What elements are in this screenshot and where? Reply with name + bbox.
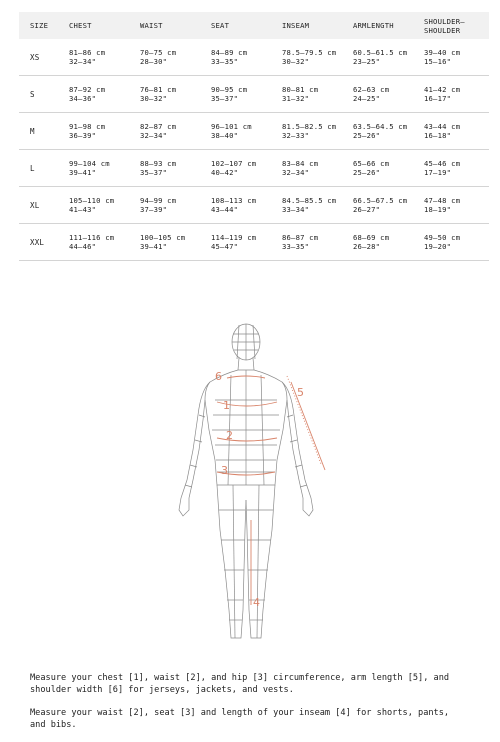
body-measurement-figure <box>165 320 345 650</box>
measurement-inches: 39–41" <box>140 242 168 251</box>
measurement-cell <box>413 187 489 224</box>
size-table <box>19 12 489 261</box>
column-header-label: SEAT <box>211 21 230 30</box>
measurement-cm: 47–48 cm <box>424 196 461 205</box>
measurement-inches: 30–32" <box>282 57 310 66</box>
column-header <box>271 12 342 39</box>
measurement-cm: 78.5–79.5 cm <box>282 48 337 57</box>
measurement-cell <box>58 113 129 150</box>
measurement-cell <box>342 76 413 113</box>
table-row <box>19 39 489 76</box>
measurement-inches: 26–27" <box>353 205 381 214</box>
measurement-cell <box>129 39 200 76</box>
measurement-cell <box>200 150 271 187</box>
measurement-cm: 114–119 cm <box>211 233 257 242</box>
measurement-cm: 108–113 cm <box>211 196 257 205</box>
measurement-cm: 49–50 cm <box>424 233 461 242</box>
measurement-cm: 39–40 cm <box>424 48 461 57</box>
measurement-cell <box>413 76 489 113</box>
measurement-cell <box>129 76 200 113</box>
size-label: XXL <box>19 224 58 261</box>
mannequin-illustration <box>165 320 345 650</box>
marker-4: 4 <box>253 596 260 609</box>
measurement-cm: 60.5–61.5 cm <box>353 48 408 57</box>
measurement-cell <box>342 39 413 76</box>
marker-5: 5 <box>297 386 304 399</box>
measurement-cm: 62–63 cm <box>353 85 390 94</box>
column-header-label: INSEAM <box>282 21 310 30</box>
size-label: L <box>19 150 58 187</box>
measurement-cell <box>129 113 200 150</box>
shorts-instructions: Measure your waist [2], seat [3] and length of your inseam [4] for shorts, pants, and bibs. <box>30 708 450 730</box>
measurement-inches: 35–37" <box>211 94 239 103</box>
size-table-body <box>19 39 489 261</box>
measurement-inches: 44–46" <box>69 242 97 251</box>
measurement-cell <box>413 224 489 261</box>
measurement-cm: 43–44 cm <box>424 122 461 131</box>
measurement-inches: 18–19" <box>424 205 452 214</box>
measurement-cm: 45–46 cm <box>424 159 461 168</box>
measurement-cell <box>58 224 129 261</box>
size-label: XS <box>19 39 58 76</box>
arm-length-offset <box>287 376 321 464</box>
table-row <box>19 224 489 261</box>
measurement-cell <box>413 150 489 187</box>
table-row <box>19 150 489 187</box>
measurement-inches: 16–18" <box>424 131 452 140</box>
marker-6: 6 <box>215 370 222 383</box>
measurement-cm: 87–92 cm <box>69 85 106 94</box>
measurement-cm: 70–75 cm <box>140 48 177 57</box>
measurement-cm: 90–95 cm <box>211 85 248 94</box>
measurement-cm: 83–84 cm <box>282 159 319 168</box>
measurement-cell <box>200 187 271 224</box>
measurement-inches: 25–26" <box>353 131 381 140</box>
measurement-inches: 26–28" <box>353 242 381 251</box>
measurement-markers <box>215 370 304 609</box>
measurement-cm: 111–116 cm <box>69 233 115 242</box>
jersey-instructions: Measure your chest [1], waist [2], and hip [3] circumference, arm length [5], and shoulder width [6] for jerseys, jackets, and vests. <box>30 673 450 695</box>
measurement-cm: 41–42 cm <box>424 85 461 94</box>
measurement-inches: 31–32" <box>282 94 310 103</box>
measurement-inches: 32–34" <box>69 57 97 66</box>
measurement-cell <box>129 150 200 187</box>
column-header-label: SIZE <box>30 21 49 30</box>
measurement-cell <box>271 187 342 224</box>
measurement-cm: 91–98 cm <box>69 122 106 131</box>
measurement-inches: 41–43" <box>69 205 97 214</box>
size-label: M <box>19 113 58 150</box>
marker-2: 2 <box>226 429 233 442</box>
measurement-cell <box>342 187 413 224</box>
measurement-inches: 39–41" <box>69 168 97 177</box>
table-row <box>19 76 489 113</box>
measurement-inches: 23–25" <box>353 57 381 66</box>
measurement-cm: 84.5–85.5 cm <box>282 196 337 205</box>
measurement-cell <box>271 76 342 113</box>
column-header <box>200 12 271 39</box>
measurement-cell <box>200 76 271 113</box>
measurement-inches: 15–16" <box>424 57 452 66</box>
column-header-label: ARMLENGTH <box>353 21 394 30</box>
measurement-inches: 30–32" <box>140 94 168 103</box>
measurement-cell <box>129 187 200 224</box>
column-header <box>413 12 489 39</box>
measurement-cell <box>413 113 489 150</box>
measurement-cell <box>58 39 129 76</box>
measurement-inches: 24–25" <box>353 94 381 103</box>
measurement-inches: 40–42" <box>211 168 239 177</box>
measurement-cell <box>58 76 129 113</box>
column-header <box>129 12 200 39</box>
measurement-inches: 38–40" <box>211 131 239 140</box>
measurement-cm: 80–81 cm <box>282 85 319 94</box>
measurement-inches: 28–30" <box>140 57 168 66</box>
column-header-label: SHOULDER– <box>424 16 465 26</box>
size-label: XL <box>19 187 58 224</box>
measurement-cm: 82–87 cm <box>140 122 177 131</box>
column-header <box>58 12 129 39</box>
measurement-cell <box>271 150 342 187</box>
measurement-cm: 105–110 cm <box>69 196 115 205</box>
measurement-inches: 34–36" <box>69 94 97 103</box>
measurement-inches: 17–19" <box>424 168 452 177</box>
table-row <box>19 113 489 150</box>
measurement-inches: 19–20" <box>424 242 452 251</box>
measurement-cm: 68–69 cm <box>353 233 390 242</box>
measurement-cell <box>200 113 271 150</box>
measurement-cm: 99–104 cm <box>69 159 110 168</box>
measurement-inches: 35–37" <box>140 168 168 177</box>
column-header-label: WAIST <box>140 21 163 30</box>
measurement-cell <box>342 224 413 261</box>
measurement-cm: 81–86 cm <box>69 48 106 57</box>
measurement-inches: 43–44" <box>211 205 239 214</box>
measurement-inches: 33–34" <box>282 205 310 214</box>
measurement-cm: 86–87 cm <box>282 233 319 242</box>
column-header <box>342 12 413 39</box>
measurement-instructions <box>30 672 450 742</box>
measurement-cell <box>200 39 271 76</box>
column-header-label: SHOULDER <box>424 25 461 35</box>
measurement-cell <box>342 150 413 187</box>
measurement-cm: 63.5–64.5 cm <box>353 122 408 131</box>
measurement-cell <box>129 224 200 261</box>
marker-1: 1 <box>223 399 230 412</box>
column-header <box>19 12 58 39</box>
measurement-cell <box>200 224 271 261</box>
table-row <box>19 187 489 224</box>
marker-3: 3 <box>221 464 228 477</box>
measurement-inches: 32–34" <box>282 168 310 177</box>
measurement-inches: 32–33" <box>282 131 310 140</box>
measurement-cm: 65–66 cm <box>353 159 390 168</box>
measurement-inches: 45–47" <box>211 242 239 251</box>
measurement-inches: 16–17" <box>424 94 452 103</box>
measurement-cell <box>58 150 129 187</box>
measurement-cm: 94–99 cm <box>140 196 177 205</box>
measurement-inches: 32–34" <box>140 131 168 140</box>
measurement-inches: 25–26" <box>353 168 381 177</box>
measurement-cell <box>271 224 342 261</box>
measurement-cm: 102–107 cm <box>211 159 257 168</box>
measurement-inches: 33–35" <box>211 57 239 66</box>
measurement-cell <box>342 113 413 150</box>
measurement-cell <box>413 39 489 76</box>
size-chart <box>19 12 489 261</box>
column-header-label: CHEST <box>69 21 92 30</box>
measurement-cm: 66.5–67.5 cm <box>353 196 408 205</box>
measurement-cell <box>271 39 342 76</box>
measurement-cm: 88–93 cm <box>140 159 177 168</box>
measurement-inches: 37–39" <box>140 205 168 214</box>
measurement-cm: 76–81 cm <box>140 85 177 94</box>
mannequin-outline <box>179 324 313 638</box>
measurement-cm: 96–101 cm <box>211 122 252 131</box>
size-table-header <box>19 12 489 39</box>
measurement-inches: 33–35" <box>282 242 310 251</box>
measurement-inches: 36–39" <box>69 131 97 140</box>
measurement-cell <box>58 187 129 224</box>
measurement-cm: 84–89 cm <box>211 48 248 57</box>
size-label: S <box>19 76 58 113</box>
measurement-cell <box>271 113 342 150</box>
measurement-cm: 100–105 cm <box>140 233 186 242</box>
measurement-cm: 81.5–82.5 cm <box>282 122 337 131</box>
